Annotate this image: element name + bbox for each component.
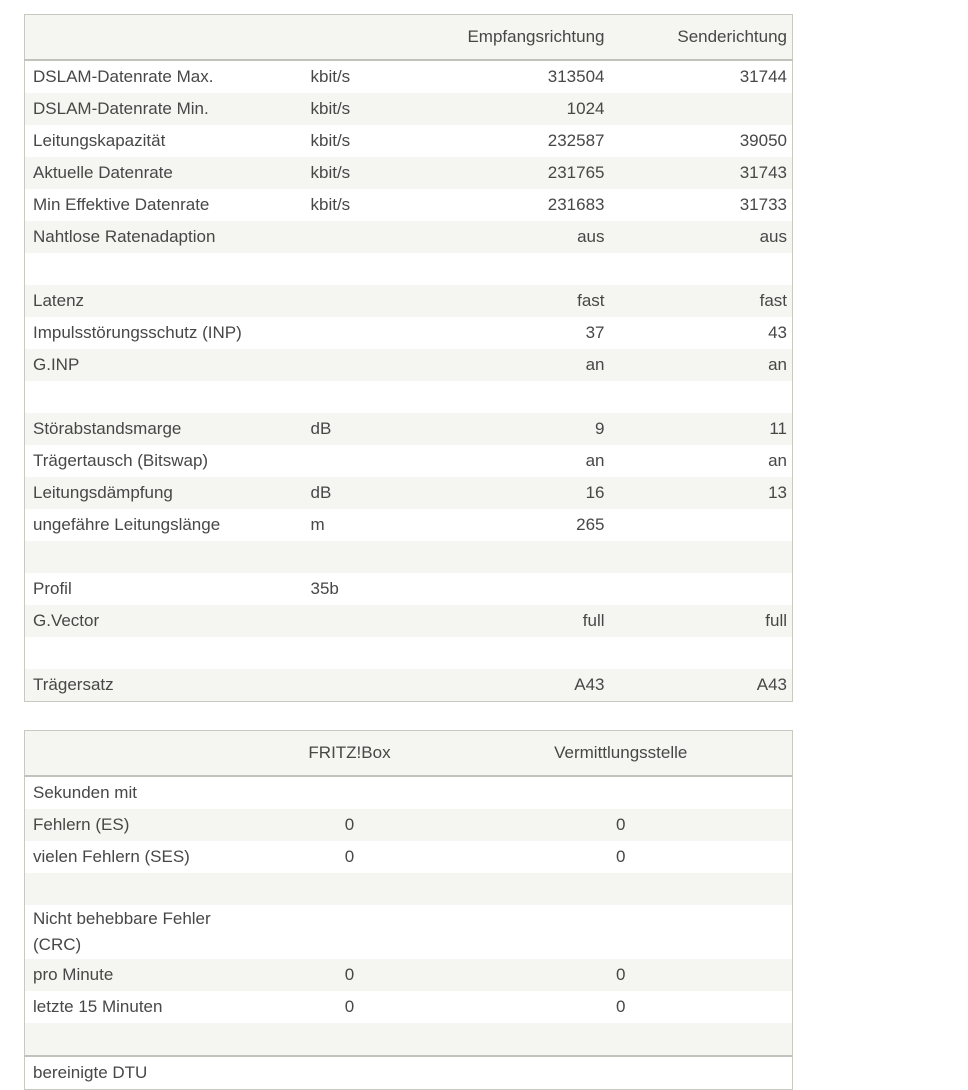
unit-cell: m: [310, 515, 325, 534]
rx-value-cell: 37: [585, 323, 605, 342]
header-empfangsrichtung: Empfangsrichtung: [413, 15, 613, 61]
unit-cell: dB: [303, 477, 413, 509]
table-row: [25, 60, 793, 93]
exchange-value-cell: [450, 1023, 793, 1056]
table-row: [25, 125, 793, 157]
table-row: [25, 605, 793, 637]
rx-value-cell: 232587: [547, 131, 605, 150]
row-label-cell: Nicht behebbare Fehler (CRC): [33, 909, 211, 954]
unit-cell: 35b: [310, 579, 339, 598]
table-row: [25, 381, 793, 413]
tx-value-cell: [613, 253, 793, 285]
row-label-cell: DSLAM-Datenrate Min.: [25, 93, 303, 125]
header-row: [25, 15, 793, 61]
fritzbox-value-cell: [250, 905, 450, 959]
rx-value-cell: an: [413, 349, 613, 381]
partial-section: [25, 1056, 793, 1090]
table-row: [25, 1056, 793, 1090]
rx-value-cell: an: [585, 451, 605, 470]
table-row: [25, 873, 793, 905]
exchange-value-cell: 0: [616, 847, 626, 866]
fritzbox-value-cell: 0: [250, 809, 450, 841]
unit-cell: [303, 605, 413, 637]
unit-cell: [303, 637, 413, 669]
fritzbox-value-cell: [250, 776, 450, 809]
row-label-cell: Trägersatz: [25, 669, 303, 702]
row-label-cell: Leitungsdämpfung: [25, 477, 303, 509]
fritzbox-value-cell: 0: [344, 997, 355, 1016]
exchange-value-cell: [450, 873, 793, 905]
tx-value-cell: 11: [613, 413, 793, 445]
rx-value-cell: 231683: [547, 195, 605, 214]
exchange-value-cell: 0: [616, 997, 626, 1016]
unit-cell: [303, 285, 413, 317]
unit-cell: [303, 253, 413, 285]
tx-value-cell: 13: [613, 477, 793, 509]
header-vermittlungsstelle: Vermittlungsstelle: [450, 731, 793, 777]
unit-cell: [303, 221, 413, 253]
fritzbox-value-cell: 0: [344, 847, 355, 866]
rx-value-cell: 231765: [413, 157, 613, 189]
unit-cell: dB: [303, 413, 413, 445]
row-label-cell: DSLAM-Datenrate Max.: [33, 67, 214, 86]
exchange-value-cell: 0: [450, 959, 793, 991]
dsl-parameters-table: [24, 14, 793, 702]
tx-value-cell: 31743: [613, 157, 793, 189]
unit-cell: kbit/s: [310, 195, 351, 214]
exchange-value-cell: [450, 1056, 793, 1090]
unit-cell: [303, 381, 413, 413]
unit-cell: kbit/s: [310, 67, 351, 86]
exchange-value-cell: [450, 776, 793, 809]
table-row: [25, 905, 793, 959]
table-row: [25, 509, 793, 541]
header-senderichtung: Senderichtung: [613, 15, 793, 61]
tx-value-cell: full: [613, 605, 793, 637]
rx-value-cell: A43: [413, 669, 613, 702]
row-label-cell: pro Minute: [25, 959, 250, 991]
table-row: [25, 573, 793, 605]
unit-cell: [303, 349, 413, 381]
rx-value-cell: full: [413, 605, 613, 637]
exchange-value-cell: [450, 905, 793, 959]
table-row: [25, 93, 793, 125]
row-label-cell: Aktuelle Datenrate: [25, 157, 303, 189]
table-row: [25, 991, 793, 1023]
header-empty-label: [25, 731, 250, 777]
row-label-cell: bereinigte DTU: [25, 1056, 250, 1090]
error-counters-table: [24, 730, 793, 1090]
unit-cell: [303, 669, 413, 702]
table-row: [25, 445, 793, 477]
unit-cell: kbit/s: [310, 131, 351, 150]
dsl-parameters-body: [25, 60, 793, 702]
fritzbox-value-cell: [250, 873, 450, 905]
tx-value-cell: 31744: [739, 67, 787, 86]
unit-cell: kbit/s: [303, 157, 413, 189]
table-row: [25, 809, 793, 841]
fritzbox-value-cell: [250, 1056, 450, 1090]
unit-cell: kbit/s: [303, 93, 413, 125]
row-label-cell: Sekunden mit: [33, 783, 137, 802]
tx-value-cell: an: [613, 349, 793, 381]
rx-value-cell: aus: [413, 221, 613, 253]
tx-value-cell: [613, 541, 793, 573]
row-label-cell: Latenz: [25, 285, 303, 317]
rx-value-cell: [413, 573, 613, 605]
table-row: [25, 776, 793, 809]
row-label-cell: vielen Fehlern (SES): [33, 847, 190, 866]
row-label-cell: Leitungskapazität: [33, 131, 166, 150]
fritzbox-value-cell: [250, 1023, 450, 1056]
header-empty-unit: [303, 15, 413, 61]
table-row: [25, 669, 793, 702]
rx-value-cell: 16: [413, 477, 613, 509]
row-label-cell: Störabstandsmarge: [25, 413, 303, 445]
row-label-cell: G.INP: [25, 349, 303, 381]
tx-value-cell: [613, 637, 793, 669]
table-row: [25, 959, 793, 991]
row-label-cell: Profil: [33, 579, 72, 598]
tx-value-cell: [613, 509, 793, 541]
rx-value-cell: 9: [413, 413, 613, 445]
header-empty-label: [25, 15, 303, 61]
unit-cell: [303, 317, 413, 349]
rx-value-cell: [413, 541, 613, 573]
table-row: [25, 317, 793, 349]
row-label-cell: Fehlern (ES): [25, 809, 250, 841]
row-label-cell: [25, 1023, 250, 1056]
unit-cell: [303, 445, 413, 477]
tx-value-cell: [613, 573, 793, 605]
table-row: [25, 157, 793, 189]
unit-cell: [303, 541, 413, 573]
tx-value-cell: fast: [613, 285, 793, 317]
table-row: [25, 253, 793, 285]
rx-value-cell: 313504: [547, 67, 605, 86]
tx-value-cell: 31733: [739, 195, 787, 214]
rx-value-cell: 1024: [413, 93, 613, 125]
dsl-parameters-header: [25, 15, 793, 61]
table-row: [25, 1023, 793, 1056]
row-label-cell: [25, 541, 303, 573]
row-label-cell: Nahtlose Ratenadaption: [25, 221, 303, 253]
table-row: [25, 541, 793, 573]
tx-value-cell: [613, 381, 793, 413]
rx-value-cell: [413, 637, 613, 669]
table-row: [25, 841, 793, 873]
row-label-cell: ungefähre Leitungslänge: [33, 515, 221, 534]
error-counters-header: [25, 731, 793, 777]
tx-value-cell: [613, 93, 793, 125]
row-label-cell: [25, 873, 250, 905]
rx-value-cell: fast: [413, 285, 613, 317]
row-label-cell: [25, 381, 303, 413]
header-fritzbox: FRITZ!Box: [250, 731, 450, 777]
rx-value-cell: [413, 381, 613, 413]
row-label-cell: G.Vector: [25, 605, 303, 637]
tx-value-cell: an: [768, 451, 787, 470]
table-row: [25, 413, 793, 445]
tx-value-cell: A43: [613, 669, 793, 702]
row-label-cell: Min Effektive Datenrate: [33, 195, 210, 214]
tx-value-cell: aus: [613, 221, 793, 253]
table-row: [25, 285, 793, 317]
tx-value-cell: 39050: [739, 131, 787, 150]
table-row: [25, 221, 793, 253]
row-label-cell: [25, 637, 303, 669]
table-row: [25, 349, 793, 381]
row-label-cell: [25, 253, 303, 285]
row-label-cell: letzte 15 Minuten: [33, 997, 163, 1016]
table-row: [25, 637, 793, 669]
fritzbox-value-cell: 0: [250, 959, 450, 991]
rx-value-cell: [413, 253, 613, 285]
exchange-value-cell: 0: [450, 809, 793, 841]
rx-value-cell: 265: [576, 515, 605, 534]
row-label-cell: Trägertausch (Bitswap): [33, 451, 209, 470]
header-row: [25, 731, 793, 777]
table-row: [25, 477, 793, 509]
table-row: [25, 189, 793, 221]
error-counters-body: [25, 776, 793, 1056]
tx-value-cell: 43: [768, 323, 787, 342]
row-label-cell: Impulsstörungsschutz (INP): [33, 323, 242, 342]
